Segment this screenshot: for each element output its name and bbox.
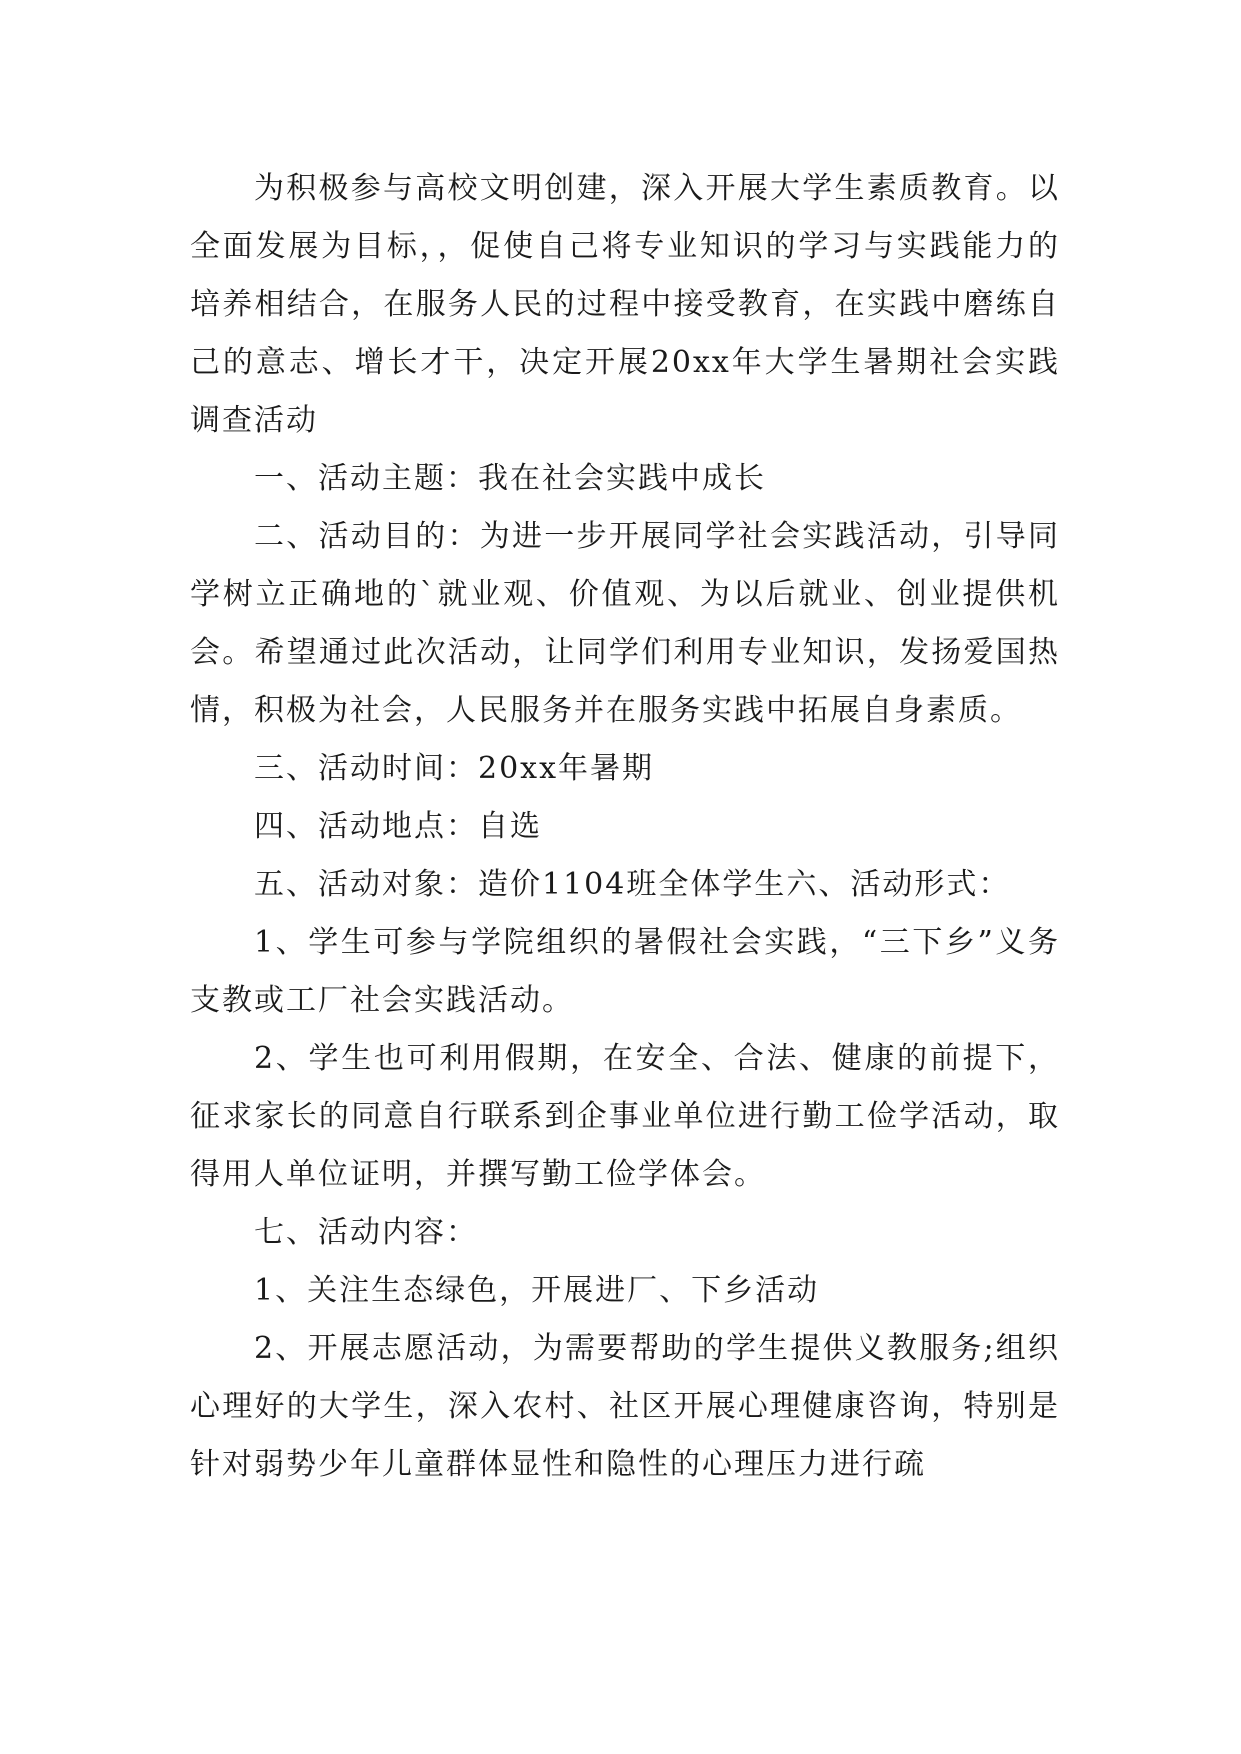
activity-location-paragraph: 四、活动地点：自选 [254, 809, 542, 844]
activity-purpose-paragraph: 二、活动目的：为进一步开展同学社会实践活动，引导同学树立正确地的`就业观、价值观、为以后就业、创业提供机会。希望通过此次活动，让同学们利用专业知识，发扬爱国热情，积极为社会，人民服务并在服务实践中拓展自身素质。 [190, 519, 1060, 728]
activity-theme-paragraph: 一、活动主题：我在社会实践中成长 [254, 461, 766, 496]
content-item-1-paragraph: 1、关注生态绿色，开展进厂、下乡活动 [254, 1273, 820, 1308]
intro-paragraph: 为积极参与高校文明创建，深入开展大学生素质教育。以全面发展为目标，，促使自己将专业知识的学习与实践能力的培养相结合，在服务人民的过程中接受教育，在实践中磨练自己的意志、增长才干，决定开展20xx年大学生暑期社会实践调查活动 [190, 171, 1060, 438]
document-body [190, 160, 1060, 1494]
content-item-2-paragraph: 2、开展志愿活动，为需要帮助的学生提供义教服务;组织心理好的大学生，深入农村、社区开展心理健康咨询，特别是针对弱势少年儿童群体显性和隐性的心理压力进行疏 [190, 1331, 1060, 1482]
form-item-2-paragraph: 2、学生也可利用假期，在安全、合法、健康的前提下，征求家长的同意自行联系到企事业单位进行勤工俭学活动，取得用人单位证明，并撰写勤工俭学体会。 [190, 1041, 1060, 1192]
activity-content-heading: 七、活动内容： [254, 1215, 478, 1250]
activity-time-paragraph: 三、活动时间：20xx年暑期 [254, 751, 655, 786]
activity-target-paragraph: 五、活动对象：造价1104班全体学生六、活动形式： [254, 867, 1011, 902]
form-item-1-paragraph: 1、学生可参与学院组织的暑假社会实践，“三下乡”义务支教或工厂社会实践活动。 [190, 925, 1060, 1018]
